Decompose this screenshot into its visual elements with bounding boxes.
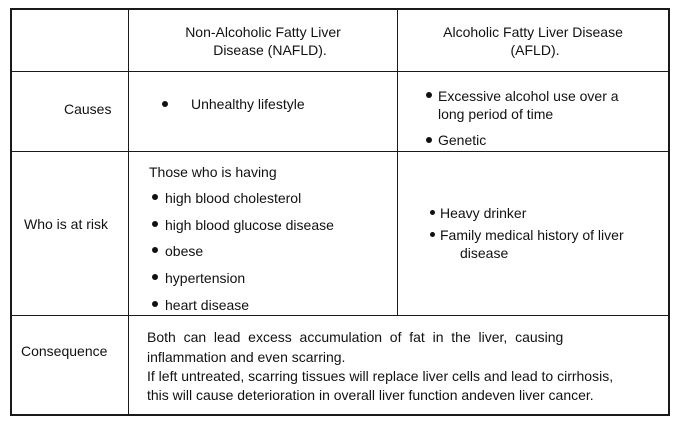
nafld-risk-item: hypertension — [165, 270, 246, 286]
row-label-consequence: Consequence — [21, 343, 108, 359]
table-border-top — [10, 8, 670, 10]
nafld-risk-intro: Those who is having — [149, 164, 277, 180]
row-label-causes: Causes — [64, 101, 112, 117]
bullet-icon — [426, 137, 432, 143]
afld-risk-item-2-line1: Family medical history of liver — [440, 227, 624, 243]
consequence-line-1: Both can lead excess accumulation of fat in the liver, causing — [147, 329, 564, 345]
table-border-bottom — [10, 414, 670, 416]
comparison-table — [10, 8, 670, 416]
row-divider-2 — [10, 151, 670, 152]
nafld-risk-item: obese — [165, 243, 204, 259]
header-nafld-line2: Disease (NAFLD). — [213, 42, 327, 58]
afld-cause-item-2: Genetic — [438, 132, 487, 148]
nafld-risk-item: high blood glucose disease — [165, 217, 334, 233]
bullet-icon — [152, 194, 158, 200]
row-divider-1 — [10, 71, 670, 72]
header-afld-line2: (AFLD). — [510, 42, 560, 58]
consequence-line-4: this will cause deterioration in overall liver function andeven liver cancer. — [147, 387, 594, 403]
nafld-cause-item: Unhealthy lifestyle — [191, 96, 305, 112]
afld-risk-item-2-line2: disease — [460, 245, 509, 261]
header-afld — [398, 23, 668, 59]
bullet-icon — [152, 274, 158, 280]
consequence-line-2: inflammation and even scarring. — [147, 349, 346, 365]
bullet-icon — [152, 221, 158, 227]
header-nafld-line1: Non-Alcoholic Fatty Liver — [185, 24, 341, 40]
consequence-line-3: If left untreated, scarring tissues will replace liver cells and lead to cirrhosis, — [147, 368, 614, 384]
header-nafld — [129, 23, 397, 59]
header-afld-line1: Alcoholic Fatty Liver Disease — [443, 24, 623, 40]
col-divider-1 — [128, 8, 129, 416]
bullet-icon — [426, 92, 432, 98]
row-label-risk: Who is at risk — [24, 216, 109, 232]
row-divider-3 — [10, 315, 670, 316]
bullet-icon — [430, 232, 435, 237]
afld-cause-item-1-line2: long period of time — [438, 106, 554, 122]
nafld-risk-item: heart disease — [165, 297, 250, 313]
bullet-icon — [152, 301, 158, 307]
table-border-left — [10, 8, 12, 416]
table-border-right — [668, 8, 670, 416]
bullet-icon — [152, 247, 158, 253]
afld-cause-item-1-line1: Excessive alcohol use over a — [438, 88, 619, 104]
afld-risk-item-1: Heavy drinker — [440, 205, 527, 221]
bullet-icon — [162, 101, 168, 107]
nafld-risk-item: high blood cholesterol — [165, 190, 302, 206]
bullet-icon — [430, 210, 435, 215]
